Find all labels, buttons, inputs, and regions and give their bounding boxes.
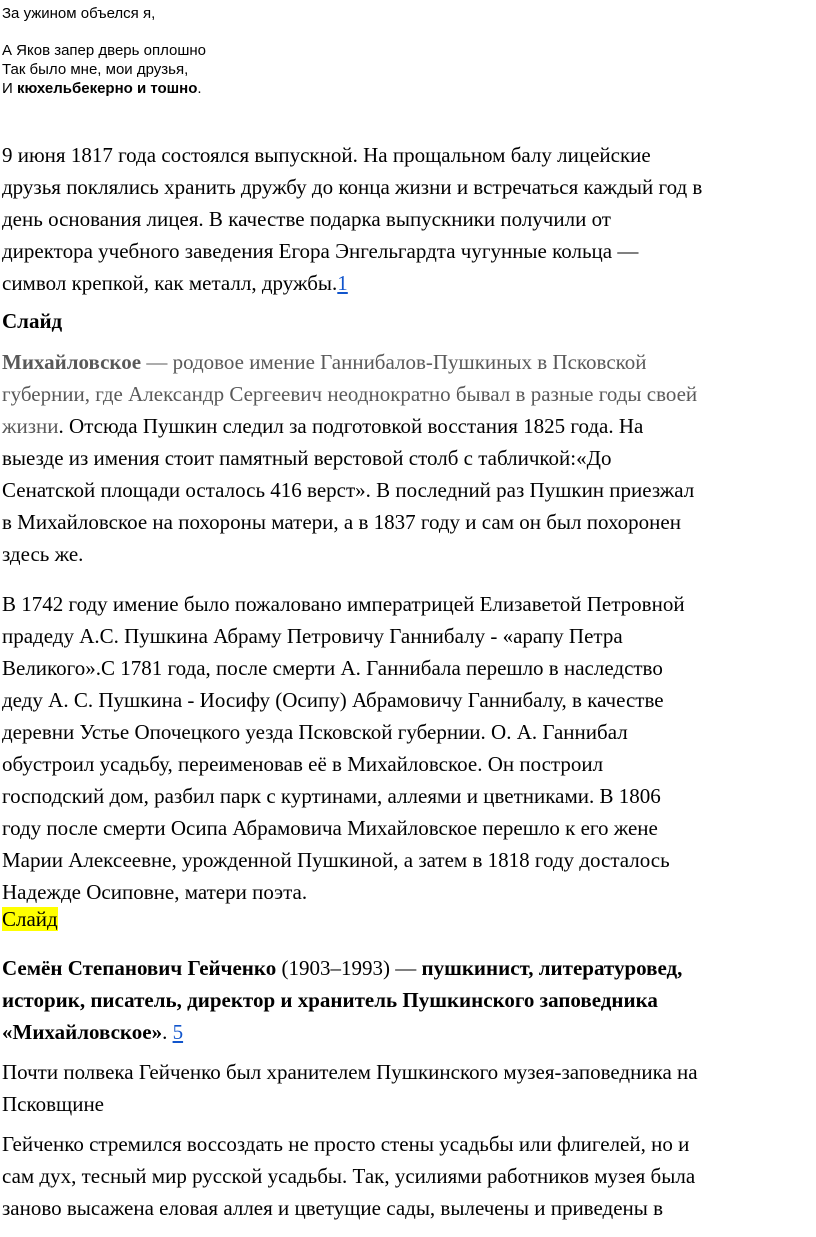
text-line: обустроил усадьбу, переименовав её в Михайловское. Он построил [2, 752, 604, 776]
text-line: прадеду А.С. Пушкина Абраму Петровичу Ганнибалу - «арапу Петра [2, 624, 623, 648]
text-line: В 1742 году имение было пожаловано императрицей Елизаветой Петровной [2, 592, 685, 616]
poem-line-prefix: И [2, 80, 17, 97]
highlighted-text: Слайд [2, 907, 58, 931]
poem-line: А Яков запер дверь оплошно [2, 42, 207, 59]
text-segment: символ крепкой, как металл, дружбы. [2, 271, 338, 295]
slide-heading-highlighted [2, 903, 816, 935]
term-title: Михайловское [2, 350, 142, 374]
text-segment: жизни [2, 414, 59, 438]
text-line: день основания лицея. В качестве подарка выпускники получили от [2, 207, 611, 231]
text-line: году после смерти Осипа Абрамовича Михайловское перешло к его жене [2, 816, 658, 840]
footnote-link[interactable]: 5 [172, 1020, 184, 1044]
paragraph-history [2, 588, 816, 908]
paragraph-graduation [2, 139, 816, 299]
text-line: сам дух, тесный мир русской усадьбы. Так, усилиями работников музея была [2, 1164, 696, 1188]
footnote-link[interactable]: 1 [337, 271, 348, 295]
text-line: Псковщине [2, 1092, 105, 1116]
text-line: Надежде Осиповне, матери поэта. [2, 880, 308, 904]
text-segment: . Отсюда Пушкин следил за подготовкой восстания 1825 года. На [58, 414, 644, 438]
poem-line-suffix: . [197, 80, 202, 97]
text-line [2, 410, 816, 442]
poem-line: За ужином объелся я, [2, 5, 156, 22]
poem-line: Так было мне, мои друзья, [2, 61, 189, 78]
text-line: в Михайловское на похороны матери, а в 1837 году и сам он был похоронен [2, 510, 681, 534]
text-segment: «Михайловское» [2, 1020, 163, 1044]
text-line [2, 952, 816, 984]
text-line: господский дом, разбил парк с куртинами, аллеями и цветниками. В 1806 [2, 784, 661, 808]
text-line: Великого».С 1781 года, после смерти А. Ганнибала перешло в наследство [2, 656, 663, 680]
text-line: Гейченко стремился воссоздать не просто стены усадьбы или флигелей, но и [2, 1132, 690, 1156]
text-line: Марии Алексеевне, урожденной Пушкиной, а затем в 1818 году досталось [2, 848, 670, 872]
text-segment: (1903–1993) — [276, 956, 422, 980]
text-line: Почти полвека Гейченко был хранителем Пушкинского музея-заповедника на [2, 1060, 698, 1084]
paragraph-mikhailovskoe [2, 346, 816, 570]
text-line: деду А. С. Пушкина - Иосифу (Осипу) Абрамовичу Ганнибалу, в качестве [2, 688, 664, 712]
paragraph-keeper [2, 1056, 816, 1120]
poem [2, 4, 206, 98]
text-segment: — родовое имение Ганнибалов-Пушкиных в Псковской [141, 350, 647, 374]
text-line: 9 июня 1817 года состоялся выпускной. На прощальном балу лицейские [2, 143, 651, 167]
text-line: здесь же. [2, 542, 84, 566]
text-line: заново высажена еловая аллея и цветущие сады, вылечены и приведены в [2, 1196, 664, 1220]
poem-bold-text: кюхельбекерно и тошно [16, 80, 198, 97]
text-line: деревни Устье Опочецкого уезда Псковской губернии. О. А. Ганнибал [2, 720, 628, 744]
slide-heading: Слайд [2, 309, 63, 333]
text-line [2, 346, 816, 378]
text-line: Сенатской площади осталось 416 верст». В последний раз Пушкин приезжал [2, 478, 695, 502]
text-segment: пушкинист, литературовед, [421, 956, 683, 980]
text-line: директора учебного заведения Егора Энгельгардта чугунные кольца — [2, 239, 639, 263]
text-line: историк, писатель, директор и хранитель Пушкинского заповедника [2, 988, 658, 1012]
paragraph-geichenko [2, 952, 816, 1048]
text-line: губернии, где Александр Сергеевич неоднократно бывал в разные годы своей [2, 382, 698, 406]
text-line [2, 267, 816, 299]
text-line: друзья поклялись хранить дружбу до конца жизни и встречаться каждый год в [2, 175, 703, 199]
text-line [2, 1016, 816, 1048]
text-segment: . [162, 1020, 173, 1044]
text-line: выезде из имения стоит памятный верстовой столб с табличкой:«До [2, 446, 612, 470]
paragraph-restoration [2, 1128, 816, 1224]
poem-line [2, 79, 206, 98]
person-name: Семён Степанович Гейченко [2, 956, 277, 980]
